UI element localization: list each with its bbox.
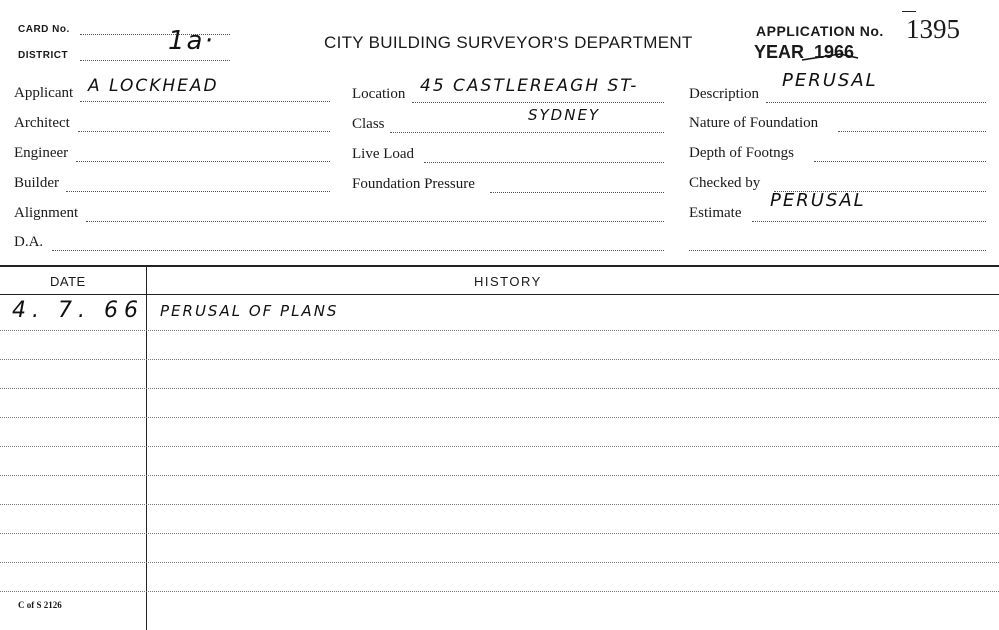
builder-dotted-line: [66, 191, 330, 192]
application-label: APPLICATION No.: [756, 23, 884, 39]
table-header-rule: [0, 294, 999, 295]
form-code: C of S 2126: [18, 600, 62, 610]
architect-dotted-line: [78, 131, 330, 132]
engineer-dotted-line: [76, 161, 330, 162]
alignment-label: Alignment: [14, 205, 79, 221]
class-dotted-line: [390, 132, 664, 133]
alignment-dotted-line: [86, 221, 664, 222]
location-dotted-line: [412, 102, 664, 103]
table-row-line: [0, 591, 999, 592]
nature-of-foundation-label: Nature of Foundation: [689, 115, 819, 131]
location-value-line2: SYDNEY: [528, 106, 601, 124]
right-blank-dotted-line: [689, 250, 986, 251]
table-top-rule: [0, 265, 999, 267]
applicant-dotted-line: [80, 101, 330, 102]
description-label: Description: [689, 86, 759, 102]
table-column-divider: [146, 267, 147, 630]
district-label: DISTRICT: [18, 50, 69, 61]
table-row-line: [0, 388, 999, 389]
application-number: 1395: [906, 14, 960, 44]
architect-label: Architect: [14, 115, 70, 131]
table-row-line: [0, 504, 999, 505]
year-strike-mark: [800, 44, 860, 64]
checked-by-label: Checked by: [689, 175, 761, 191]
district-value: 1a·: [168, 26, 215, 56]
description-dotted-line: [766, 102, 986, 103]
builder-label: Builder: [14, 175, 59, 191]
engineer-label: Engineer: [14, 145, 69, 161]
applicant-label: Applicant: [14, 85, 74, 101]
history-header: HISTORY: [474, 274, 542, 289]
card-no-label: CARD No.: [18, 24, 70, 35]
depth-of-footings-label: Depth of Footngs: [689, 145, 794, 161]
table-row-line: [0, 417, 999, 418]
location-value-line1: 45 CASTLEREAGH ST-: [420, 76, 639, 96]
department-title: CITY BUILDING SURVEYOR'S DEPARTMENT: [324, 33, 693, 52]
table-row-line: [0, 533, 999, 534]
table-row-line: [0, 446, 999, 447]
year-label: YEAR: [754, 42, 805, 62]
description-value: PERUSAL: [782, 70, 878, 91]
location-label: Location: [352, 86, 406, 102]
application-dash: [902, 11, 916, 12]
nature-of-foundation-dotted-line: [838, 131, 986, 132]
table-row-date: 4. 7. 66: [12, 298, 144, 323]
da-label: D.A.: [14, 234, 44, 250]
table-row-line: [0, 475, 999, 476]
date-header: DATE: [50, 274, 86, 289]
estimate-dotted-line: [752, 221, 986, 222]
estimate-value: PERUSAL: [770, 190, 866, 211]
class-label: Class: [352, 116, 385, 132]
table-row-line: [0, 359, 999, 360]
applicant-value: A LOCKHEAD: [88, 76, 219, 96]
foundation-pressure-dotted-line: [490, 192, 664, 193]
table-row-line: [0, 562, 999, 563]
estimate-label: Estimate: [689, 205, 742, 221]
table-row-line: [0, 330, 999, 331]
da-dotted-line: [52, 250, 664, 251]
depth-of-footings-dotted-line: [814, 161, 986, 162]
district-dotted-line: [80, 60, 230, 61]
year-value: 1966: [814, 42, 855, 62]
live-load-dotted-line: [424, 162, 664, 163]
table-row-history: PERUSAL OF PLANS: [160, 302, 339, 320]
live-load-label: Live Load: [352, 146, 415, 162]
foundation-pressure-label: Foundation Pressure: [352, 176, 475, 192]
